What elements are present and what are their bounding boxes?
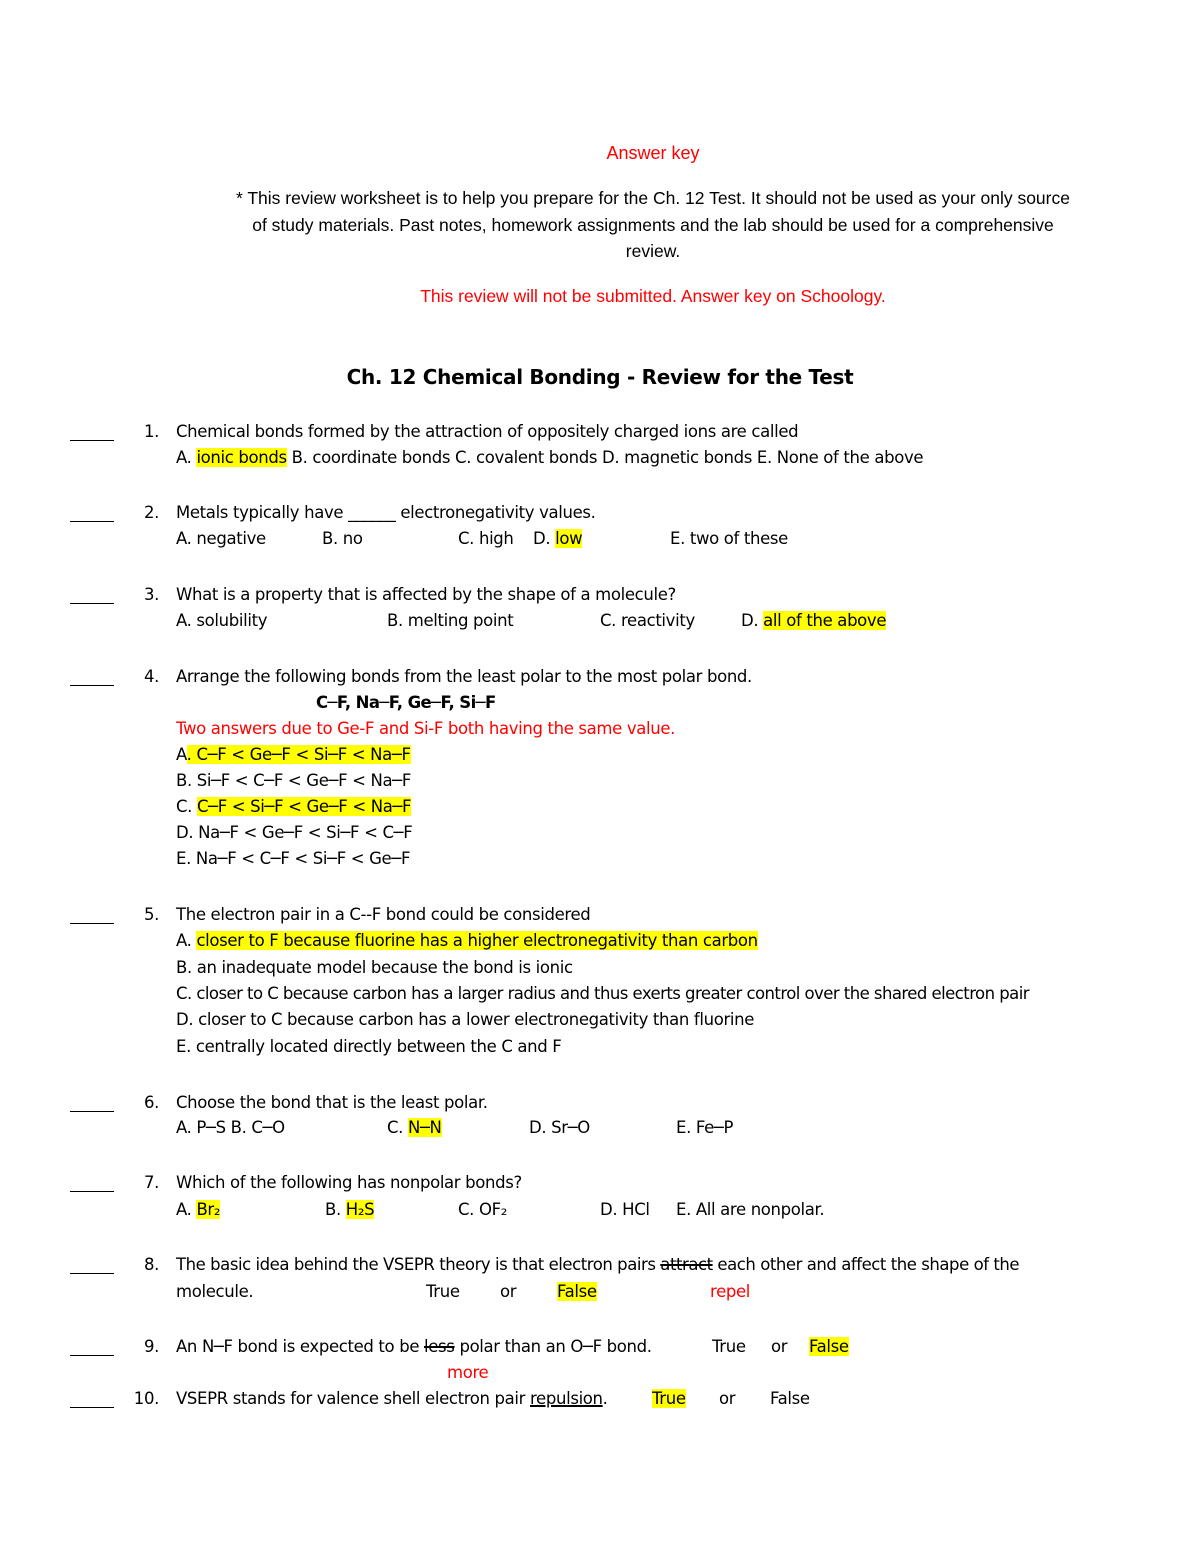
question-number: 3. (143, 585, 159, 604)
struck-word: less (424, 1337, 455, 1356)
page-title: Ch. 12 Chemical Bonding - Review for the Test (346, 365, 854, 389)
question-number: 4. (143, 667, 159, 686)
question-number: 9. (143, 1337, 159, 1356)
answer-blank-9[interactable] (70, 1355, 114, 1356)
option-c: C. C─F < Si─F < Ge─F < Na─F (176, 797, 412, 816)
option-e: E. Na─F < C─F < Si─F < Ge─F (176, 849, 411, 868)
option-a: A. closer to F because fluorine has a higher electronegativity than carbon (176, 931, 758, 950)
highlighted-answer: all of the above (763, 611, 887, 630)
question-number: 7. (143, 1173, 159, 1192)
answer-blank-10[interactable] (70, 1407, 114, 1408)
underlined-word: repulsion (529, 1389, 603, 1408)
question-number: 6. (143, 1093, 159, 1112)
option-e: E. Fe─P (676, 1118, 734, 1137)
option-d: D. all of the above (741, 611, 887, 630)
correction-text: more (447, 1363, 489, 1382)
review-note-line-3: review. (625, 241, 681, 261)
struck-word: attract (660, 1255, 713, 1274)
true-option-highlighted: True (652, 1389, 686, 1408)
option-b: B. melting point (387, 611, 514, 630)
question-5-text: The electron pair in a C--F bond could be considered (176, 905, 591, 924)
option-c: C. N─N (387, 1118, 442, 1137)
question-1-options: A. ionic bonds B. coordinate bonds C. covalent bonds D. magnetic bonds E. None of the above (176, 448, 924, 467)
option-e: E. two of these (670, 529, 788, 548)
option-c: C. reactivity (600, 611, 695, 630)
highlighted-answer: C─F < Si─F < Ge─F < Na─F (196, 797, 412, 816)
option-a-b: A. P─S B. C─O (176, 1118, 285, 1137)
or-label: or (771, 1337, 788, 1356)
question-10-text: VSEPR stands for valence shell electron pair repulsion. (176, 1389, 608, 1408)
or-label: or (500, 1282, 517, 1301)
highlighted-answer: low (555, 529, 583, 548)
question-7-text: Which of the following has nonpolar bonds? (176, 1173, 522, 1192)
option-b: B. Si─F < C─F < Ge─F < Na─F (176, 771, 411, 790)
highlighted-answer: closer to F because fluorine has a higher electronegativity than carbon (196, 931, 758, 950)
option-a: A. solubility (176, 611, 268, 630)
review-note-line-1: * This review worksheet is to help you prepare for the Ch. 12 Test. It should not be used as your only source (236, 188, 1070, 208)
question-number: 10. (133, 1389, 159, 1408)
correction-text: repel (710, 1282, 751, 1301)
question-9-text: An N─F bond is expected to be less polar than an O─F bond. (176, 1337, 652, 1356)
option-d: D. HCl (600, 1200, 650, 1219)
option-d: D. Na─F < Ge─F < Si─F < C─F (176, 823, 413, 842)
option-d: D. closer to C because carbon has a lower electronegativity than fluorine (176, 1010, 755, 1029)
true-option: True (712, 1337, 746, 1356)
question-8-text: The basic idea behind the VSEPR theory is that electron pairs attract each other and affect the shape of the (176, 1255, 1020, 1274)
answer-key-label: Answer key (606, 143, 700, 163)
bond-list: C─F, Na─F, Ge─F, Si─F (316, 693, 496, 712)
question-3-text: What is a property that is affected by the shape of a molecule? (176, 585, 676, 604)
answer-blank-3[interactable] (70, 603, 114, 604)
true-option: True (426, 1282, 460, 1301)
answer-blank-1[interactable] (70, 440, 114, 441)
question-2-text: Metals typically have ______ electronegativity values. (176, 503, 596, 522)
highlighted-answer: . C─F < Ge─F < Si─F < Na─F (186, 745, 411, 764)
not-submitted-note: This review will not be submitted. Answer key on Schoology. (420, 286, 886, 306)
false-option-highlighted: False (809, 1337, 849, 1356)
answer-blank-8[interactable] (70, 1273, 114, 1274)
option-d: D. Sr─O (529, 1118, 590, 1137)
question-6-text: Choose the bond that is the least polar. (176, 1093, 488, 1112)
question-number: 8. (143, 1255, 159, 1274)
option-a: A. C─F < Ge─F < Si─F < Na─F (176, 745, 411, 764)
false-option: False (770, 1389, 810, 1408)
question-number: 2. (143, 503, 159, 522)
option-a: A. negative (176, 529, 266, 548)
option-b: B. no (322, 529, 363, 548)
option-c: C. OF₂ (458, 1200, 508, 1219)
answer-blank-7[interactable] (70, 1191, 114, 1192)
answer-blank-4[interactable] (70, 685, 114, 686)
or-label: or (719, 1389, 736, 1408)
option-a: A. Br₂ (176, 1200, 221, 1219)
question-8-text-line-2: molecule. (176, 1282, 254, 1301)
answer-blank-2[interactable] (70, 521, 114, 522)
highlighted-answer: ionic bonds (196, 448, 287, 467)
highlighted-answer: H₂S (345, 1200, 375, 1219)
review-note-line-2: of study materials. Past notes, homework assignments and the lab should be used for a comprehensive (252, 215, 1054, 235)
option-c: C. closer to C because carbon has a larger radius and thus exerts greater control over the shared electron pair (176, 984, 1029, 1003)
option-e: E. All are nonpolar. (676, 1200, 825, 1219)
option-e: E. centrally located directly between the C and F (176, 1037, 562, 1056)
question-1-text: Chemical bonds formed by the attraction of oppositely charged ions are called (176, 422, 799, 441)
answer-note: Two answers due to Ge-F and Si-F both having the same value. (176, 719, 676, 738)
highlighted-answer: Br₂ (196, 1200, 221, 1219)
question-number: 1. (143, 422, 159, 441)
option-c: C. high (458, 529, 514, 548)
option-d: D. low (533, 529, 583, 548)
highlighted-answer: N─N (407, 1118, 442, 1137)
question-4-text: Arrange the following bonds from the least polar to the most polar bond. (176, 667, 752, 686)
answer-blank-5[interactable] (70, 923, 114, 924)
false-option-highlighted: False (557, 1282, 597, 1301)
option-b: B. H₂S (325, 1200, 375, 1219)
question-number: 5. (143, 905, 159, 924)
answer-blank-6[interactable] (70, 1111, 114, 1112)
option-b: B. an inadequate model because the bond is ionic (176, 958, 573, 977)
